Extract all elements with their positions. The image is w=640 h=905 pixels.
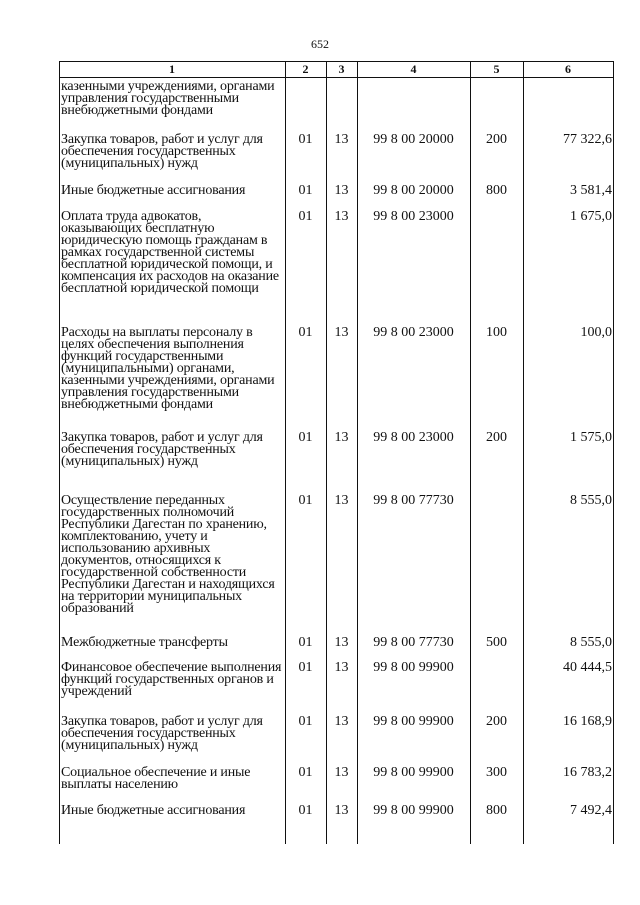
row-section: 01 [298,714,313,729]
row-description: казенными учреждениями, органами управления государственными внебюджетными фондами [61,79,275,118]
row-expense-type: 300 [486,765,507,780]
row-target-code: 99 8 00 99900 [373,765,454,780]
row-subsection: 13 [334,803,349,818]
row-amount: 1 575,0 [570,430,612,445]
row-section: 01 [298,132,313,147]
row-expense-type: 500 [486,635,507,650]
row-amount: 40 444,5 [563,660,612,675]
row-target-code: 99 8 00 77730 [373,635,454,650]
row-description: Закупка товаров, работ и услуг для обеспечения государственных (муниципальных) нужд [61,132,263,171]
row-amount: 77 322,6 [563,132,612,147]
row-target-code: 99 8 00 20000 [373,183,454,198]
row-subsection: 13 [334,635,349,650]
row-target-code: 99 8 00 23000 [373,430,454,445]
row-subsection: 13 [334,714,349,729]
header-col-3: 3 [338,62,345,76]
row-amount: 100,0 [580,325,612,340]
row-description: Расходы на выплаты персоналу в целях обеспечения выполнения функций государственными (муниципальными) органами, казенными учреждениями, органами управления государственными внебюджетными фондами [61,325,275,412]
header-col-4: 4 [410,62,417,76]
row-expense-type: 200 [486,714,507,729]
row-subsection: 13 [334,430,349,445]
row-section: 01 [298,635,313,650]
row-description: Финансовое обеспечение выполнения функций государственных органов и учреждений [61,660,282,699]
table-header [59,62,614,78]
row-section: 01 [298,765,313,780]
row-section: 01 [298,430,313,445]
row-description: Социальное обеспечение и иные выплаты населению [61,765,251,792]
row-description: Оплата труда адвокатов, оказывающих бесплатную юридическую помощь гражданам в рамках государственной системы бесплатной юридической помощи, и компенсация их расходов на оказание бесплатной юридической помощи [61,209,279,296]
row-subsection: 13 [334,325,349,340]
row-amount: 16 783,2 [563,765,612,780]
row-expense-type: 100 [486,325,507,340]
header-col-6: 6 [565,62,571,76]
row-subsection: 13 [334,132,349,147]
row-subsection: 13 [334,183,349,198]
row-amount: 1 675,0 [570,209,612,224]
row-section: 01 [298,660,313,675]
column-divider [613,62,614,844]
header-col-2: 2 [302,62,309,76]
row-target-code: 99 8 00 99900 [373,803,454,818]
row-amount: 8 555,0 [570,493,612,508]
column-divider [59,62,60,844]
row-description: Закупка товаров, работ и услуг для обеспечения государственных (муниципальных) нужд [61,430,263,469]
row-target-code: 99 8 00 99900 [373,660,454,675]
row-target-code: 99 8 00 23000 [373,325,454,340]
row-subsection: 13 [334,660,349,675]
row-section: 01 [298,209,313,224]
row-description: Осуществление переданных государственных полномочий Республики Дагестан по хранению, комплектованию, учету и использованию архивных документов, относящихся к государственной собственности Республики Дагестан и находящихся на территории муниципальных образований [61,493,275,616]
row-amount: 16 168,9 [563,714,612,729]
row-section: 01 [298,325,313,340]
row-section: 01 [298,183,313,198]
row-target-code: 99 8 00 20000 [373,132,454,147]
row-section: 01 [298,493,313,508]
row-subsection: 13 [334,493,349,508]
row-target-code: 99 8 00 99900 [373,714,454,729]
row-expense-type: 200 [486,430,507,445]
header-col-1: 1 [169,62,175,76]
row-target-code: 99 8 00 77730 [373,493,454,508]
row-expense-type: 800 [486,803,507,818]
page-number: 652 [311,37,329,51]
row-expense-type: 800 [486,183,507,198]
header-col-5: 5 [493,62,500,76]
row-description: Иные бюджетные ассигнования [61,183,246,198]
budget-table [59,61,614,844]
row-amount: 3 581,4 [570,183,612,198]
row-description: Закупка товаров, работ и услуг для обеспечения государственных (муниципальных) нужд [61,714,263,753]
row-target-code: 99 8 00 23000 [373,209,454,224]
row-section: 01 [298,803,313,818]
row-expense-type: 200 [486,132,507,147]
row-amount: 8 555,0 [570,635,612,650]
row-description: Межбюджетные трансферты [61,635,228,650]
row-subsection: 13 [334,209,349,224]
row-description: Иные бюджетные ассигнования [61,803,246,818]
row-amount: 7 492,4 [570,803,612,818]
row-subsection: 13 [334,765,349,780]
